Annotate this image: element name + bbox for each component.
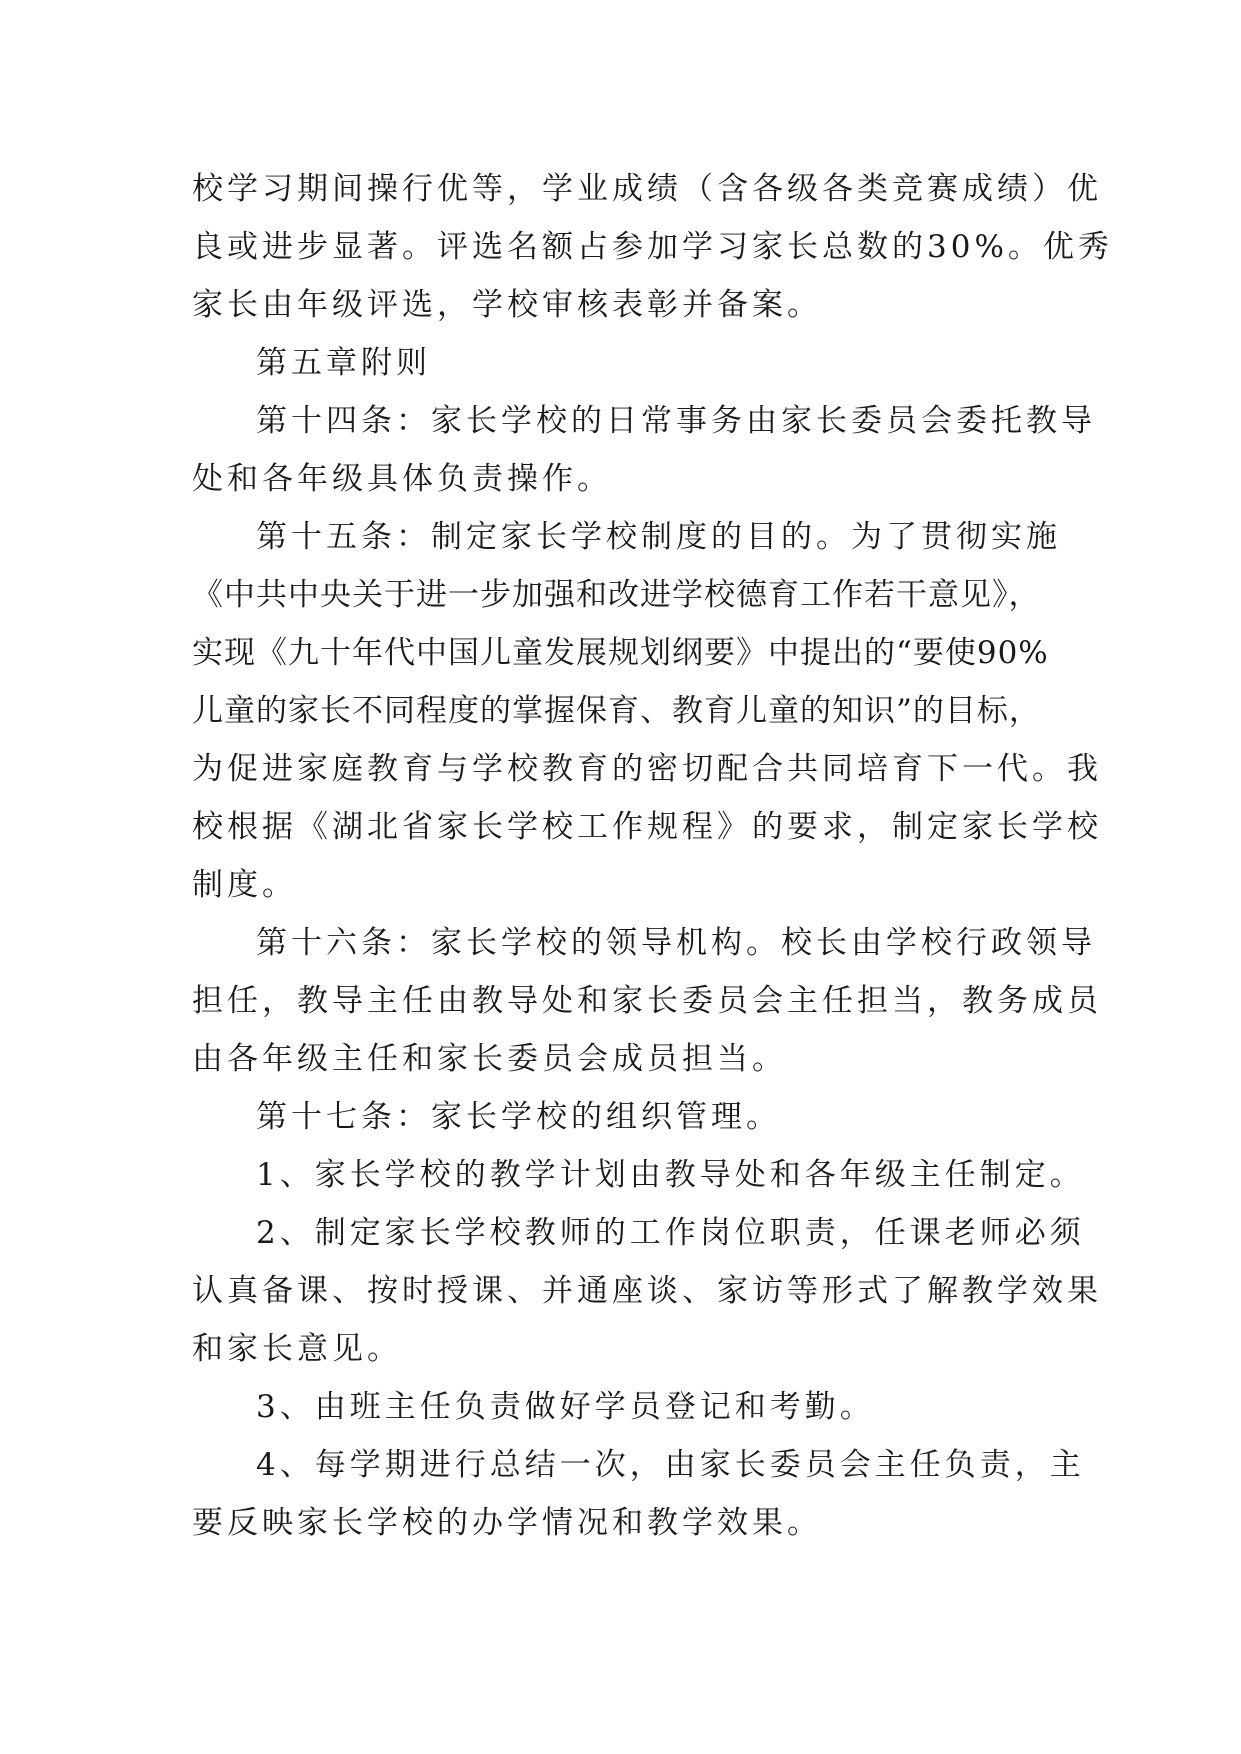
- text-line: 儿童的家长不同程度的掌握保育、教育儿童的知识”的目标，: [192, 693, 1041, 729]
- text-line: 由各年级主任和家长委员会成员担当。: [192, 1041, 787, 1077]
- text-line: 担任，教导主任由教导处和家长委员会主任担当，教务成员: [192, 983, 1102, 1019]
- text-line: 处和各年级具体负责操作。: [192, 461, 612, 497]
- text-line: 良或进步显著。评选名额占参加学习家长总数的30%。优秀: [192, 229, 1113, 265]
- text-line: 制度。: [192, 867, 297, 903]
- document-body: [192, 160, 1113, 1552]
- list-item-3: 3、由班主任负责做好学员登记和考勤。: [256, 1389, 875, 1425]
- text-line: 要反映家长学校的办学情况和教学效果。: [192, 1505, 822, 1541]
- chapter-heading: 第五章附则: [256, 345, 431, 381]
- article-16-line: 第十六条：家长学校的领导机构。校长由学校行政领导: [256, 925, 1096, 961]
- text-line: 实现《九十年代中国儿童发展规划纲要》中提出的“要使90%: [192, 635, 1049, 671]
- list-item-1: 1、家长学校的教学计划由教导处和各年级主任制定。: [256, 1157, 1085, 1193]
- text-line: 认真备课、按时授课、并通座谈、家访等形式了解教学效果: [192, 1273, 1102, 1309]
- article-14-line: 第十四条：家长学校的日常事务由家长委员会委托教导: [256, 403, 1096, 439]
- article-17-line: 第十七条：家长学校的组织管理。: [256, 1099, 781, 1135]
- text-line: 和家长意见。: [192, 1331, 402, 1367]
- list-item-2: 2、制定家长学校教师的工作岗位职责，任课老师必须: [256, 1215, 1085, 1251]
- article-15-line: 第十五条：制定家长学校制度的目的。为了贯彻实施: [256, 519, 1061, 555]
- text-line: 校根据《湖北省家长学校工作规程》的要求，制定家长学校: [192, 809, 1102, 845]
- list-item-4: 4、每学期进行总结一次，由家长委员会主任负责，主: [256, 1447, 1085, 1483]
- text-line: 校学习期间操行优等，学业成绩（含各级各类竞赛成绩）优: [192, 171, 1102, 207]
- text-line: 《中共中央关于进一步加强和改进学校德育工作若干意见》，: [192, 577, 1041, 613]
- text-line: 为促进家庭教育与学校教育的密切配合共同培育下一代。我: [192, 751, 1102, 787]
- text-line: 家长由年级评选，学校审核表彰并备案。: [192, 287, 822, 323]
